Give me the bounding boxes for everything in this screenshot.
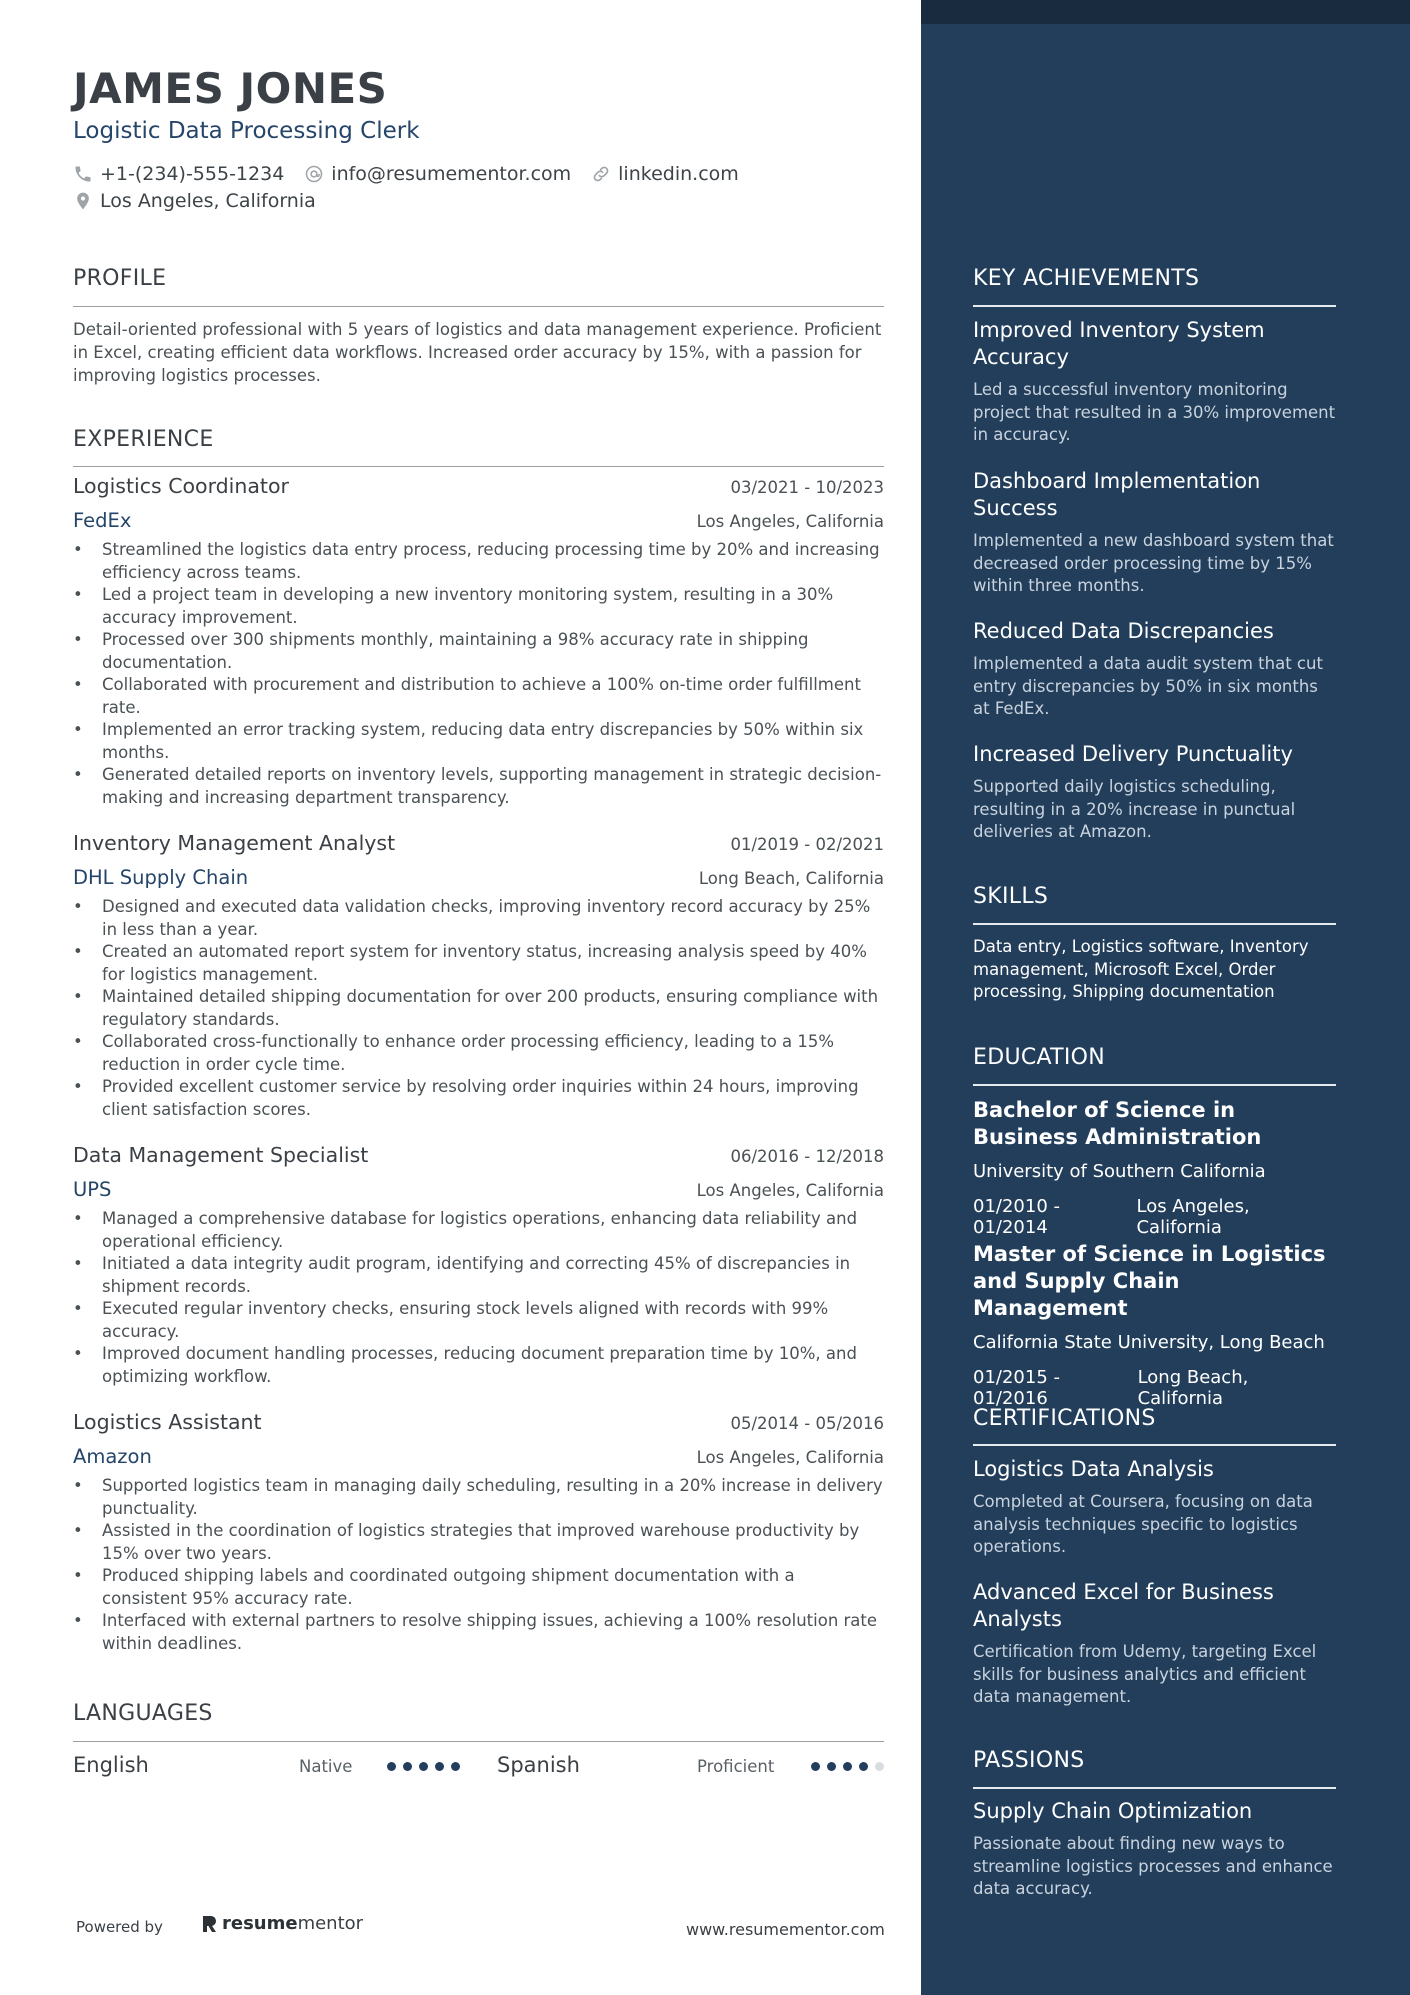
rating-dot-filled [827,1762,836,1771]
achievement-text: Led a successful inventory monitoring project that resulted in a 30% improvement in accuracy. [973,380,1336,444]
achievement-item [973,618,1336,721]
rating-dot-filled [811,1762,820,1771]
certifications-heading: CERTIFICATIONS [973,1406,1156,1431]
rating-dot-filled [403,1762,412,1771]
at-icon [304,164,324,184]
rating-dot-filled [435,1762,444,1771]
rating-dot-filled [387,1762,396,1771]
achievements-heading: KEY ACHIEVEMENTS [973,266,1200,291]
bullet-item: • Streamlined the logistics data entry process, reducing processing time by 20% and increasing efficiency across teams. [73,539,884,584]
job-location: Los Angeles, California [696,1181,884,1200]
bullet-item: • Collaborated cross-functionally to enhance order processing efficiency, leading to a 15% reduction in order cycle time. [73,1031,884,1076]
certification-title: Logistics Data Analysis [973,1457,1214,1481]
phone-icon [73,164,93,184]
achievement-text: Implemented a data audit system that cut entry discrepancies by 50% in six months at FedEx. [973,654,1323,718]
email-text: info@resumementor.com [331,162,572,185]
achievement-title: Dashboard Implementation Success [973,469,1261,520]
skills-text: Data entry, Logistics software, Inventory management, Microsoft Excel, Order processing, Shipping documentation [973,937,1309,1001]
job-dates: 06/2016 - 12/2018 [730,1147,884,1166]
skills-heading: SKILLS [973,884,1049,909]
job-dates: 01/2019 - 02/2021 [730,835,884,854]
bullet-item: • Provided excellent customer service by resolving order inquiries within 24 hours, improving client satisfaction scores. [73,1076,884,1121]
language-level: Native [299,1757,353,1776]
passions-divider [973,1787,1336,1789]
passion-item [973,1798,1336,1901]
passions-heading: PASSIONS [973,1748,1085,1773]
resumementor-logo[interactable] [200,1913,363,1934]
achievements-divider [973,305,1336,307]
linkedin-contact[interactable] [591,163,739,185]
job-bullets [73,1475,884,1655]
candidate-name: JAMES JONES [73,64,388,113]
education-item [973,1097,1336,1238]
language-rating [811,1762,891,1771]
certifications-divider [973,1444,1336,1446]
job-location: Los Angeles, California [696,512,884,531]
powered-by-label: Powered by [76,1918,163,1936]
education-divider [973,1084,1336,1086]
language-name: English [73,1753,149,1777]
education-degree: Master of Science in Logistics and Supply Chain Management [973,1242,1326,1320]
contact-info [73,160,873,214]
location-text: Los Angeles, California [100,189,316,212]
experience-heading: EXPERIENCE [73,427,214,452]
languages-divider [73,1741,884,1742]
rating-dot-filled [451,1762,460,1771]
skills-list [973,936,1336,1004]
language-name: Spanish [497,1753,580,1777]
rating-dot-filled [419,1762,428,1771]
job-company: DHL Supply Chain [73,866,249,889]
bullet-item: • Managed a comprehensive database for logistics operations, enhancing data reliability and operational efficiency. [73,1208,884,1253]
bullet-item: • Designed and executed data validation checks, improving inventory record accuracy by 25% in less than a year. [73,896,884,941]
job-bullets [73,1208,884,1388]
footer-url[interactable]: www.resumementor.com [686,1920,885,1939]
job-company: UPS [73,1178,112,1201]
bullet-item: • Executed regular inventory checks, ensuring stock levels aligned with records with 99% accuracy. [73,1298,884,1343]
achievement-title: Increased Delivery Punctuality [973,742,1293,766]
achievement-item [973,317,1336,447]
bullet-item: • Created an automated report system for inventory status, increasing analysis speed by 40% for logistics management. [73,941,884,986]
logo-text-light: mentor [297,1913,364,1934]
education-dates: 01/2010 - 01/2014 [973,1196,1060,1238]
bullet-item: • Assisted in the coordination of logistics strategies that improved warehouse productivity by 15% over two years. [73,1520,884,1565]
education-location: Los Angeles, California [1136,1196,1250,1238]
location-pin-icon [73,191,93,211]
job-role: Data Management Specialist [73,1143,369,1167]
rating-dot-filled [843,1762,852,1771]
education-location: Long Beach, California [1137,1367,1249,1409]
education-degree: Bachelor of Science in Business Administration [973,1098,1262,1149]
bullet-item: • Generated detailed reports on inventory levels, supporting management in strategic decision-making and increasing department transparency. [73,764,884,809]
achievement-item [973,741,1336,844]
job-dates: 05/2014 - 05/2016 [730,1414,884,1433]
job-entry [73,831,884,1121]
education-item [973,1241,1336,1409]
certification-title: Advanced Excel for Business Analysts [973,1580,1274,1631]
achievement-title: Improved Inventory System Accuracy [973,318,1265,369]
email-contact[interactable] [304,163,571,185]
profile-divider [73,306,884,307]
bullet-item: • Initiated a data integrity audit program, identifying and correcting 45% of discrepancies in shipment records. [73,1253,884,1298]
certification-item [973,1456,1336,1559]
rating-dot-empty [875,1762,884,1771]
bullet-item: • Collaborated with procurement and distribution to achieve a 100% on-time order fulfillment rate. [73,674,884,719]
language-level: Proficient [697,1757,775,1776]
achievement-text: Implemented a new dashboard system that decreased order processing time by 15% within three months. [973,531,1334,595]
passion-text: Passionate about finding new ways to streamline logistics processes and enhance data accuracy. [973,1834,1333,1898]
bullet-item: • Implemented an error tracking system, reducing data entry discrepancies by 50% within six months. [73,719,884,764]
job-entry [73,1410,884,1655]
languages-heading: LANGUAGES [73,1701,213,1726]
languages-list [73,1753,884,1783]
bullet-item: • Interfaced with external partners to resolve shipping issues, achieving a 100% resolution rate within deadlines. [73,1610,884,1655]
experience-divider [73,466,884,467]
job-location: Long Beach, California [698,869,884,888]
job-location: Los Angeles, California [696,1448,884,1467]
skills-divider [973,923,1336,925]
job-company: FedEx [73,509,132,532]
phone-text: +1-(234)-555-1234 [100,162,285,185]
education-school: California State University, Long Beach [973,1332,1325,1353]
certification-item [973,1579,1336,1709]
job-dates: 03/2021 - 10/2023 [730,478,884,497]
job-entry [73,1143,884,1388]
job-title: Logistic Data Processing Clerk [73,118,420,144]
bullet-item: • Processed over 300 shipments monthly, maintaining a 98% accuracy rate in shipping documentation. [73,629,884,674]
job-role: Inventory Management Analyst [73,831,396,855]
job-role: Logistics Coordinator [73,474,289,498]
certification-text: Completed at Coursera, focusing on data analysis techniques specific to logistics operations. [973,1492,1313,1556]
linkedin-text: linkedin.com [618,162,739,185]
language-rating [387,1762,467,1771]
passion-title: Supply Chain Optimization [973,1799,1253,1823]
profile-heading: PROFILE [73,266,167,291]
achievement-title: Reduced Data Discrepancies [973,619,1274,643]
education-dates: 01/2015 - 01/2016 [973,1367,1060,1409]
bullet-item: • Led a project team in developing a new inventory monitoring system, resulting in a 30% accuracy improvement. [73,584,884,629]
resumementor-logo-icon [200,1914,218,1934]
education-school: University of Southern California [973,1161,1266,1182]
bullet-item: • Improved document handling processes, reducing document preparation time by 10%, and optimizing workflow. [73,1343,884,1388]
education-heading: EDUCATION [973,1045,1106,1070]
job-bullets [73,539,884,809]
job-bullets [73,896,884,1121]
bullet-item: • Maintained detailed shipping documentation for over 200 products, ensuring compliance with regulatory standards. [73,986,884,1031]
bullet-item: • Produced shipping labels and coordinated outgoing shipment documentation with a consistent 95% accuracy rate. [73,1565,884,1610]
certification-text: Certification from Udemy, targeting Excel skills for business analytics and efficient data management. [973,1642,1317,1706]
job-entry [73,474,884,809]
link-icon [591,164,611,184]
location-contact [73,190,316,212]
achievement-item [973,468,1336,598]
bullet-item: • Supported logistics team in managing daily scheduling, resulting in a 20% increase in delivery punctuality. [73,1475,884,1520]
logo-text-bold: resume [222,1913,298,1934]
job-role: Logistics Assistant [73,1410,262,1434]
rating-dot-filled [859,1762,868,1771]
sidebar-top-band [921,0,1410,24]
profile-summary: Detail-oriented professional with 5 years of logistics and data management experience. Proficient in Excel, creating efficient data workflows. Increased order accuracy by 15%, with a passion for improving logistics processes. [73,320,882,385]
job-company: Amazon [73,1445,152,1468]
phone-contact[interactable] [73,163,284,185]
achievement-text: Supported daily logistics scheduling, resulting in a 20% increase in punctual deliveries at Amazon. [973,777,1296,841]
